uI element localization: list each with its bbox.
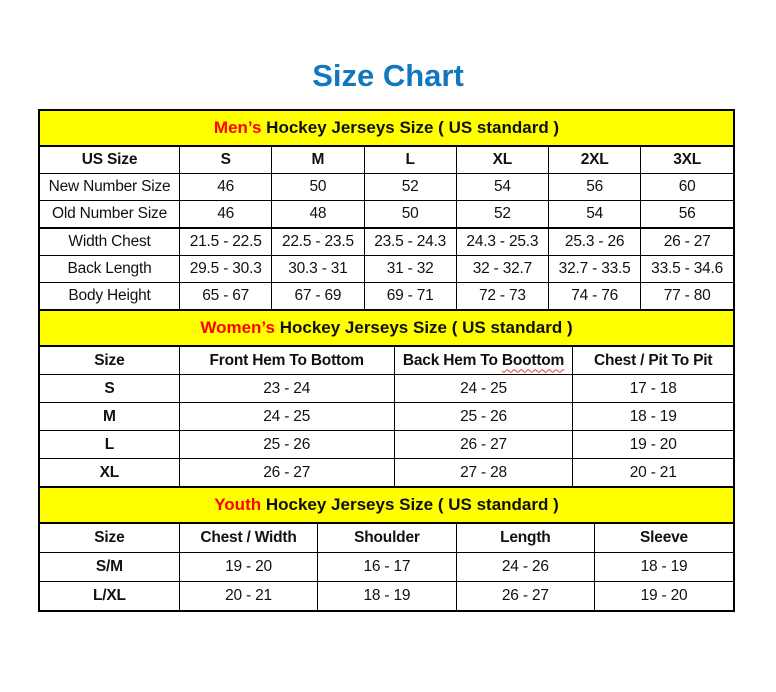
men-data-row	[40, 228, 733, 256]
women-section-title-text: Hockey Jerseys Size ( US standard )	[274, 318, 573, 337]
size-value: 19 - 20	[573, 431, 733, 459]
size-value: 72 - 73	[456, 283, 548, 310]
row-label: M	[40, 403, 179, 431]
row-label: L/XL	[40, 582, 179, 611]
men-data-row	[40, 201, 733, 229]
page-title: Size Chart	[312, 58, 464, 93]
size-value: 65 - 67	[180, 283, 272, 310]
row-label: S/M	[40, 553, 179, 582]
size-value: 17 - 18	[573, 375, 733, 403]
column-header: US Size	[40, 147, 180, 174]
women-data-row	[40, 431, 733, 459]
size-value: 23.5 - 24.3	[364, 228, 456, 256]
column-header: Length	[456, 524, 594, 553]
size-value: 52	[456, 201, 548, 229]
column-header: S	[180, 147, 272, 174]
column-header: Shoulder	[318, 524, 456, 553]
size-value: 46	[180, 174, 272, 201]
size-value: 46	[180, 201, 272, 229]
column-header	[394, 347, 573, 375]
women-size-table	[40, 347, 733, 486]
size-value: 50	[364, 201, 456, 229]
size-value: 20 - 21	[179, 582, 317, 611]
men-section-title-text: Hockey Jerseys Size ( US standard )	[261, 118, 560, 137]
column-header: Size	[40, 347, 179, 375]
size-value: 22.5 - 23.5	[272, 228, 364, 256]
size-value: 18 - 19	[573, 403, 733, 431]
size-value: 24 - 25	[179, 403, 394, 431]
size-value: 19 - 20	[595, 582, 733, 611]
youth-section-title-text: Hockey Jerseys Size ( US standard )	[261, 495, 559, 514]
column-header: 3XL	[641, 147, 733, 174]
column-header: Chest / Width	[179, 524, 317, 553]
size-value: 33.5 - 34.6	[641, 256, 733, 283]
women-data-row	[40, 459, 733, 487]
section-title-women	[40, 309, 733, 347]
youth-size-table	[40, 524, 733, 610]
size-value: 26 - 27	[394, 431, 573, 459]
size-value: 26 - 27	[641, 228, 733, 256]
size-value: 21.5 - 22.5	[180, 228, 272, 256]
size-value: 52	[364, 174, 456, 201]
youth-data-row	[40, 553, 733, 582]
size-value: 50	[272, 174, 364, 201]
size-value: 26 - 27	[456, 582, 594, 611]
size-value: 32.7 - 33.5	[549, 256, 641, 283]
women-header-row	[40, 347, 733, 375]
size-value: 30.3 - 31	[272, 256, 364, 283]
men-size-table	[40, 147, 733, 309]
women-section-highlight: Women’s	[200, 318, 275, 337]
youth-data-row	[40, 582, 733, 611]
youth-section-highlight: Youth	[214, 495, 262, 514]
size-value: 67 - 69	[272, 283, 364, 310]
size-value: 69 - 71	[364, 283, 456, 310]
size-value: 25 - 26	[394, 403, 573, 431]
size-value: 16 - 17	[318, 553, 456, 582]
size-chart	[38, 109, 735, 612]
size-value: 54	[549, 201, 641, 229]
size-value: 26 - 27	[179, 459, 394, 487]
size-value: 56	[641, 201, 733, 229]
row-label: Body Height	[40, 283, 180, 310]
size-value: 29.5 - 30.3	[180, 256, 272, 283]
size-value: 77 - 80	[641, 283, 733, 310]
size-value: 31 - 32	[364, 256, 456, 283]
column-header: M	[272, 147, 364, 174]
row-label: Width Chest	[40, 228, 180, 256]
column-header: L	[364, 147, 456, 174]
size-value: 54	[456, 174, 548, 201]
size-value: 23 - 24	[179, 375, 394, 403]
size-value: 25 - 26	[179, 431, 394, 459]
women-data-row	[40, 375, 733, 403]
size-value: 32 - 32.7	[456, 256, 548, 283]
size-value: 20 - 21	[573, 459, 733, 487]
column-header: Chest / Pit To Pit	[573, 347, 733, 375]
row-label: S	[40, 375, 179, 403]
size-value: 74 - 76	[549, 283, 641, 310]
column-header: 2XL	[549, 147, 641, 174]
row-label: XL	[40, 459, 179, 487]
men-data-row	[40, 256, 733, 283]
misspelled-word: Boottom	[501, 351, 565, 369]
size-value: 48	[272, 201, 364, 229]
row-label: Back Length	[40, 256, 180, 283]
row-label: Old Number Size	[40, 201, 180, 229]
section-title-youth	[40, 486, 733, 524]
column-header: XL	[456, 147, 548, 174]
column-header: Sleeve	[595, 524, 733, 553]
section-title-men	[40, 111, 733, 147]
size-value: 19 - 20	[179, 553, 317, 582]
column-header: Size	[40, 524, 179, 553]
size-value: 18 - 19	[318, 582, 456, 611]
men-data-row	[40, 174, 733, 201]
men-section-highlight: Men’s	[213, 118, 262, 137]
men-header-row	[40, 147, 733, 174]
row-label: New Number Size	[40, 174, 180, 201]
size-value: 56	[549, 174, 641, 201]
size-value: 24.3 - 25.3	[456, 228, 548, 256]
size-value: 27 - 28	[394, 459, 573, 487]
row-label: L	[40, 431, 179, 459]
size-value: 60	[641, 174, 733, 201]
youth-header-row	[40, 524, 733, 553]
column-header-text: Back Hem To	[402, 351, 502, 369]
size-value: 25.3 - 26	[549, 228, 641, 256]
size-value: 24 - 25	[394, 375, 573, 403]
men-data-row	[40, 283, 733, 310]
size-value: 18 - 19	[595, 553, 733, 582]
size-value: 24 - 26	[456, 553, 594, 582]
women-data-row	[40, 403, 733, 431]
column-header: Front Hem To Bottom	[179, 347, 394, 375]
